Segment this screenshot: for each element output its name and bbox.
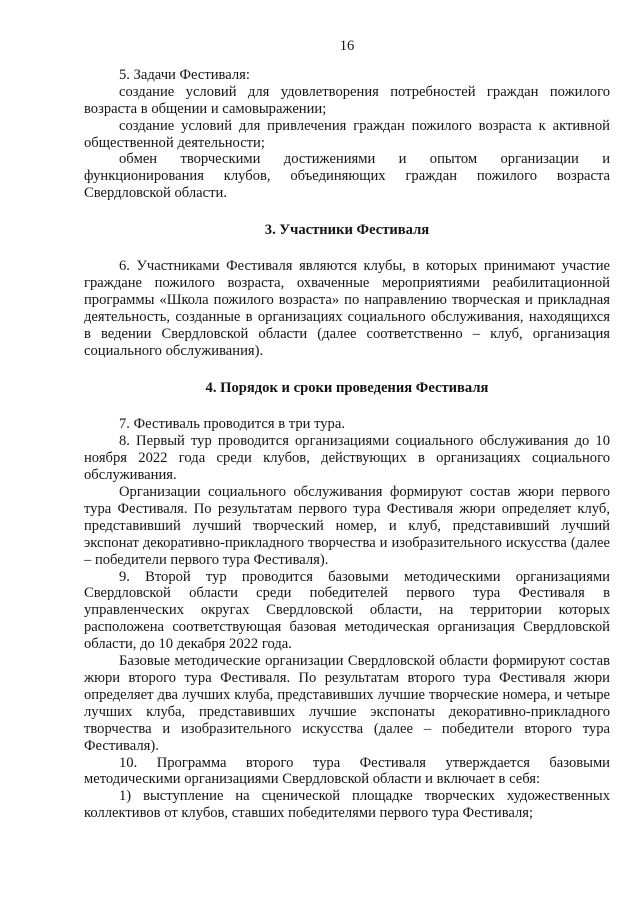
body-paragraph: Базовые методические организации Свердловской области формируют состав жюри второго тура Фестиваля. По результатам второго тура Фестиваля жюри определяет два лучших клуба, представивших лучшие творческие номера, и четыре лучших клуба, представивших лучшие экспонаты декоративно-прикладного творчества и изобразительного искусства (далее – победители второго тура Фестиваля). [84,653,610,754]
body-paragraph: Организации социального обслуживания формируют состав жюри первого тура Фестиваля. По результатам первого тура Фестиваля жюри определяет клуб, представивший лучший творческий номер, и клуб, представивший лучший экспонат декоративно-прикладного творчества и изобразительного искусства (далее – победители первого тура Фестиваля). [84,484,610,568]
task-paragraph: обмен творческими достижениями и опытом организации и функционирования клубов, объединяющих граждан пожилого возраста Свердловской области. [84,151,610,202]
task-paragraph: создание условий для привлечения граждан пожилого возраста к активной общественной деятельности; [84,117,610,151]
body-paragraph: 8. Первый тур проводится организациями социального обслуживания до 10 ноября 2022 года среди клубов, действующих в организациях социального обслуживания. [84,433,610,484]
body-paragraph: 6. Участниками Фестиваля являются клубы, в которых принимают участие граждане пожилого возраста, охваченные мероприятиями реабилитационной программы «Школа пожилого возраста» по направлению творческая и прикладная деятельность, созданные в организациях социального обслуживания, находящихся в ведении Свердловской области (далее соответственно – клуб, организация социального обслуживания). [84,258,610,359]
body-paragraph: 9. Второй тур проводится базовыми методическими организациями Свердловской области среди победителей первого тура Фестиваля в управленческих округах Свердловской области, на территории которых расположена соответствующая базовая методическая организация Свердловской области, до 10 декабря 2022 года. [84,568,610,653]
section-heading-participants: 3. Участники Фестиваля [264,222,430,239]
body-paragraph: 10. Программа второго тура Фестиваля утверждается базовыми методическими организациями Свердловской области и включает в себя: [84,754,610,788]
tasks-heading: 5. Задачи Фестиваля: [119,66,250,83]
body-paragraph: 7. Фестиваль проводится в три тура. [119,416,345,433]
section-heading-procedure: 4. Порядок и сроки проведения Фестиваля [205,379,489,396]
task-paragraph: создание условий для удовлетворения потребностей граждан пожилого возраста в общении и самовыражении; [84,83,610,117]
body-paragraph: 1) выступление на сценической площадке творческих художественных коллективов от клубов, ставших победителями первого тура Фестиваля; [84,788,610,822]
page-number: 16 [339,38,355,54]
